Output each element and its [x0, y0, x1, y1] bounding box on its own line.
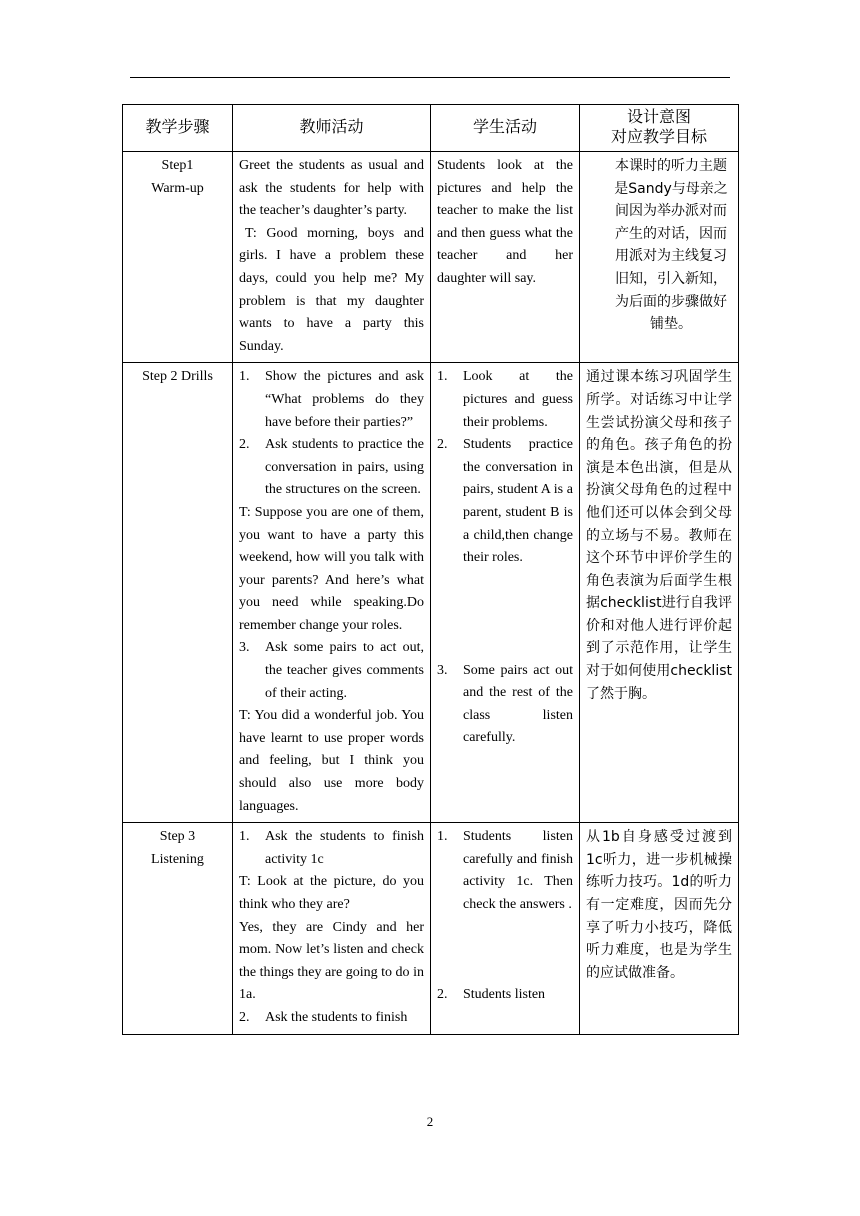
table-row	[123, 152, 739, 363]
design-intent-cell	[580, 363, 739, 823]
teacher-paragraph: Greet the students as usual and ask the students for help with the teacher’s daughter’s party.	[239, 158, 424, 219]
header-teacher-activity: 教师活动	[233, 105, 431, 152]
student-paragraph: Students look at the pictures and help the teacher to make the list and then guess what the teacher and her daughter will say.	[437, 158, 573, 286]
list-text: Ask the students to finish activity 1c	[265, 829, 424, 867]
list-text: Ask students to practice the conversation in pairs, using the structures on the screen.	[265, 437, 424, 498]
student-activity-cell	[431, 363, 580, 823]
list-text: Students listen carefully and finish activity 1c. Then check the answers .	[463, 829, 573, 912]
step-name: Listening	[151, 851, 204, 867]
step-cell	[123, 823, 233, 1034]
list-item	[239, 434, 424, 502]
teacher-activity-cell	[233, 823, 431, 1034]
list-item	[437, 366, 573, 434]
list-text: Students listen	[463, 986, 546, 1002]
design-text: 通过课本练习巩固学生所学。对话练习中让学生尝试扮演父母和孩子的角色。孩子角色的扮演是本色出演，但是从扮演父母角色的过程中他们还可以体会到父母的立场与不易。教师在这个环节中评价学生的角色表演为后面学生根据checklist进行自我评价和对他人进行评价起到了示范作用，让学生对于如何使用checklist了然于胸。	[586, 369, 732, 702]
student-list	[437, 984, 573, 1007]
list-text: Show the pictures and ask “What problems do they have before their parties?”	[265, 369, 424, 430]
lesson-plan-table	[122, 104, 739, 1035]
page-number: 2	[426, 1114, 434, 1129]
header-student-activity: 学生活动	[431, 105, 580, 152]
teacher-paragraph: T: You did a wonderful job. You have learnt to use proper words and feeling, but I think you should also use more body languages.	[239, 708, 424, 814]
table-header-row	[123, 105, 739, 152]
teacher-list	[239, 366, 424, 502]
list-item	[437, 826, 573, 916]
step-label: Step 3	[159, 829, 196, 845]
list-number: 2.	[437, 986, 448, 1002]
list-number: 2.	[239, 437, 250, 453]
teacher-activity-cell	[233, 152, 431, 363]
list-number: 1.	[239, 829, 250, 845]
table-row	[123, 363, 739, 823]
step-name: Warm-up	[151, 180, 204, 196]
list-item	[437, 984, 573, 1007]
header-design-line2: 对应教学目标	[610, 129, 707, 146]
step-label: Step1	[161, 158, 194, 173]
teacher-list	[239, 826, 424, 871]
teacher-paragraph: T: Look at the picture, do you think who they are?	[239, 874, 424, 912]
design-text: 从1b自身感受过渡到1c听力，进一步机械操练听力技巧。1d的听力有一定难度，因而先分享了听力小技巧，降低听力难度，也是为学生的应试做准备。	[586, 829, 732, 981]
header-rule	[130, 77, 730, 78]
list-item	[239, 637, 424, 705]
list-number: 1.	[239, 369, 250, 385]
teacher-list	[239, 1007, 424, 1030]
list-item	[239, 366, 424, 434]
table-row	[123, 823, 739, 1034]
list-text: Ask the students to finish	[265, 1009, 408, 1025]
teacher-paragraph: T: Suppose you are one of them, you want to have a party this weekend, how will you talk with your parents? And here’s what you need while speaking.Do remember change your roles.	[239, 504, 424, 633]
header-design-line1: 设计意图	[626, 109, 691, 126]
design-intent-cell	[580, 823, 739, 1034]
design-text: 本课时的听力主题是Sandy与母亲之间因为举办派对而产生的对话，因而用派对为主线复习旧知，引入新知，为后面的步骤做好铺垫。	[614, 158, 728, 333]
list-text: Look at the pictures and guess their problems.	[463, 369, 573, 430]
list-text: Some pairs act out and the rest of the class listen carefully.	[463, 662, 573, 746]
list-item	[437, 660, 573, 750]
step-cell	[123, 363, 233, 823]
step-label: Step 2 Drills	[142, 369, 213, 385]
teacher-list	[239, 637, 424, 705]
teacher-paragraph: T: Good morning, boys and girls. I have a problem these days, could you help me? My problem is that my daughter wants to have a party this Sunday.	[239, 225, 424, 354]
spacer	[437, 570, 573, 660]
student-activity-cell	[431, 152, 580, 363]
student-activity-cell	[431, 823, 580, 1034]
list-number: 3.	[239, 640, 250, 656]
header-steps: 教学步骤	[123, 105, 233, 152]
list-number: 1.	[437, 369, 448, 385]
list-item	[239, 1007, 424, 1030]
header-design-intent	[580, 105, 739, 152]
list-number: 1.	[437, 829, 448, 845]
list-number: 2.	[239, 1009, 250, 1025]
list-number: 3.	[437, 662, 448, 678]
spacer	[437, 917, 573, 984]
teacher-activity-cell	[233, 363, 431, 823]
student-list	[437, 366, 573, 569]
student-list	[437, 660, 573, 750]
step-cell	[123, 152, 233, 363]
list-text: Students practice the conversation in pairs, student A is a parent, student B is a child,then change their roles.	[463, 437, 573, 566]
teacher-paragraph: Yes, they are Cindy and her mom. Now let’s listen and check the things they are going to do in 1a.	[239, 919, 424, 1003]
design-intent-cell	[580, 152, 739, 363]
list-item	[437, 434, 573, 570]
list-number: 2.	[437, 437, 448, 453]
student-list	[437, 826, 573, 916]
list-item	[239, 826, 424, 871]
list-text: Ask some pairs to act out, the teacher gives comments of their acting.	[265, 640, 424, 701]
